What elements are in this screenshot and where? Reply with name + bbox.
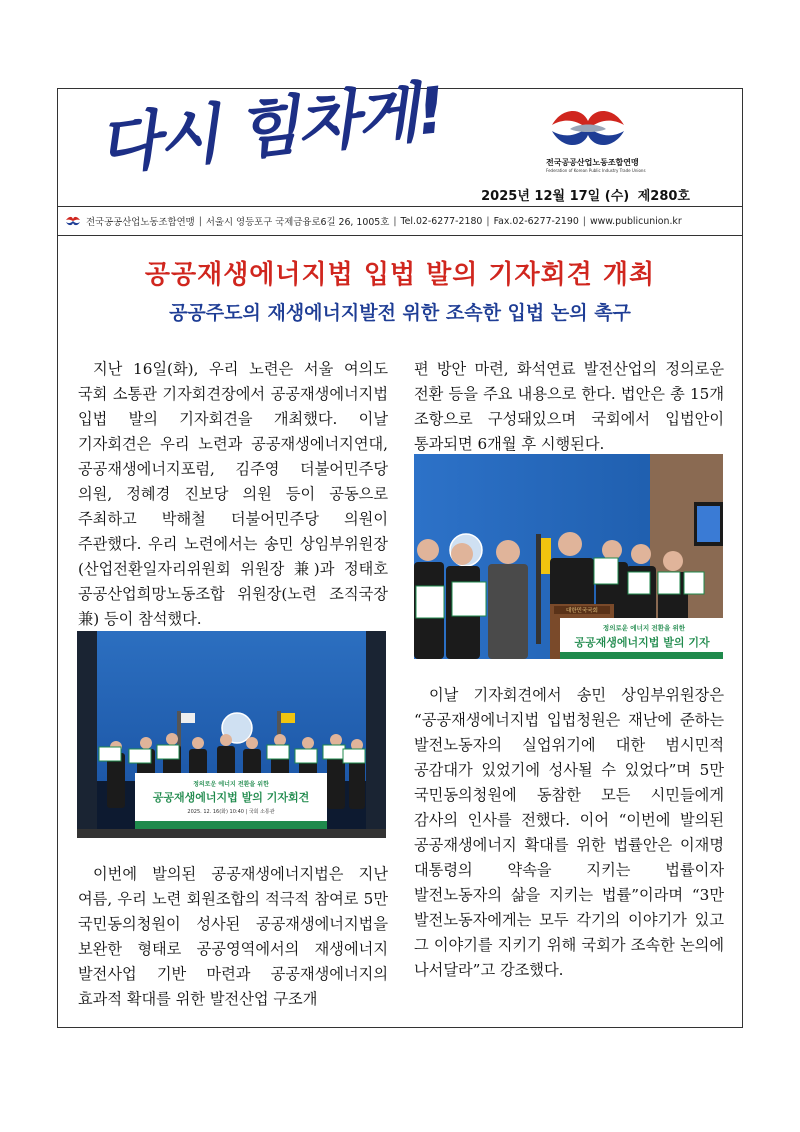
union-mini-logo-icon [66,216,80,226]
article-headline: 공공재생에너지법 입법 발의 기자회견 개최 [144,260,656,290]
press-photo-scene [77,631,386,838]
press-conference-photo-closeup [414,454,723,659]
press-conference-photo-wide [77,631,386,838]
contact-org: 전국공공산업노동조합연맹 [86,217,195,228]
divider: | [393,215,397,227]
contact-website: www.publicunion.kr [589,215,682,227]
issue-number: 제280호 [637,189,690,204]
contact-divider [57,235,743,236]
issue-date: 2025년 12월 17일 (수) [481,189,630,204]
divider: | [198,215,202,227]
org-subtitle: Federation of Korean Public Industry Trade Unions [546,168,646,173]
podium-label: 대한민국국회 [566,608,598,614]
contact-tel: Tel.02-6277-2180 [400,215,483,227]
article-paragraph-2: 편 방안 마련, 화석연료 발전산업의 정의로운 전환 등을 주요 내용으로 한다. 법안은 총 15개 조항으로 구성돼있으며 국회에서 입법안이 통과되면 6개월 후 시행된다. [414,360,724,454]
contact-address: 서울시 영등포구 국제금융로6길 26, 1005호 [205,217,390,228]
article-paragraph-3: 이번에 발의된 공공재생에너지법은 지난 여름, 우리 노련 회원조합의 적극적 참여로 5만 국민동의청원이 성사된 공공재생에너지법을 보완한 형태로 공공영역에서의 재생에너지 발전사업 기반 마련과 공공재생에너지의 효과적 확대를 위한 발전산업 구조개 [78,865,388,1009]
org-name: 전국공공산업노동조합연맹 [546,158,639,167]
masthead-title: 다시 힘차게! [94,73,448,184]
issue-info [481,185,694,204]
divider: | [582,215,586,227]
masthead-divider [57,206,743,207]
article-paragraph-4: 이날 기자회견에서 송민 상임부위원장은 “공공재생에너지법 입법청원은 재난에 준하는 발전노동자의 실업위기에 대한 범시민적 공감대가 있었기에 성사될 수 있었다”며 5만 국민동의청원에 동참한 모든 시민들에게 감사의 인사를 전했다. 이어 “이번에 발의된 공공재생에너지 확대를 위한 법률안은 이재명 대통령의 약속을 지키는 법률이자 발전노동자의 삶을 지키는 법률”이라며 “3만 발전노동자에게는 모두 각기의 이야기가 있고 그 이야기를 지키기 위해 국회가 조속한 논의에 나서달라”고 강조했다. [414,686,724,980]
masthead [58,73,742,209]
union-logo-icon [548,103,628,153]
banner-small-text: 정의로운 에너지 전환을 위한 [602,624,686,632]
article-subheadline: 공공주도의 재생에너지발전 위한 조속한 입법 논의 촉구 [169,302,631,324]
divider: | [486,215,490,227]
press-photo-scene [414,454,723,659]
contact-bar [66,211,736,231]
banner-small-text: 정의로운 에너지 전환을 위한 [193,781,269,788]
banner-big-text: 공공재생에너지법 발의 기자 [574,636,710,649]
banner-big-text: 공공재생에너지법 발의 기자회견 [152,791,310,804]
banner-date-text: 2025. 12. 16(화) 10:40 | 국회 소통관 [187,809,275,815]
article-paragraph-1: 지난 16일(화), 우리 노련은 서울 여의도 국회 소통관 기자회견장에서 공공재생에너지법 입법 발의 기자회견을 개최했다. 이날 기자회견은 우리 노련과 공공재생에너지연대, 공공재생에너지포럼, 김주영 더불어민주당 의원, 정혜경 진보당 의원 등이 공동으로 주최하고 박해철 더불어민주당 의원이 주관했다. 우리 노련에서는 송민 상임부위원장(산업전환일자리위원회 위원장 兼)과 정태호 공공산업희망노동조합 위원장(노련 조직국장 兼) 등이 참석했다. [78,360,388,629]
contact-fax: Fax.02-6277-2190 [493,215,579,227]
